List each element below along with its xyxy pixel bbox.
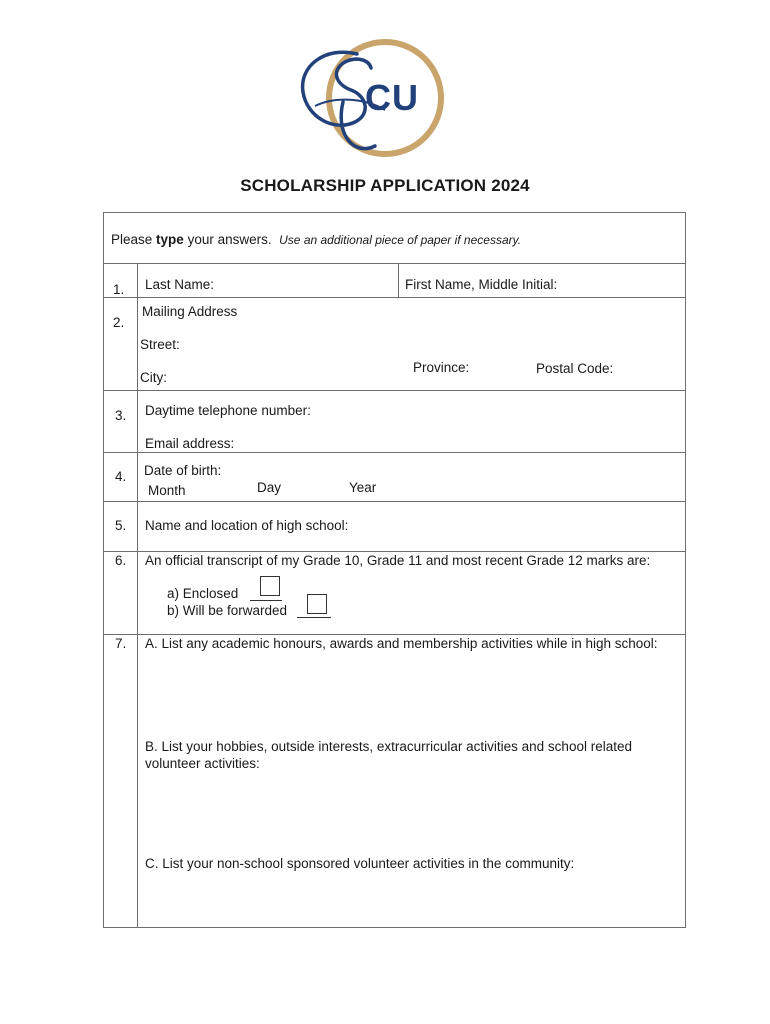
instructions-italic: Use an additional piece of paper if necessary. [279, 233, 522, 247]
enclosed-underline [250, 600, 282, 601]
hobbies-label-line1: B. List your hobbies, outside interests, extracurricular activities and school related [145, 739, 632, 754]
postal-code-label: Postal Code: [536, 361, 614, 376]
date-of-birth-label: Date of birth: [144, 463, 222, 478]
section-1-number: 1. [113, 282, 125, 297]
forwarded-checkbox[interactable] [307, 594, 327, 614]
instructions-prefix: Please [111, 232, 153, 247]
instructions [111, 232, 521, 247]
city-label: City: [140, 370, 167, 385]
name-divider [398, 263, 399, 297]
year-label: Year [349, 480, 377, 495]
enclosed-checkbox[interactable] [260, 576, 280, 596]
divider [104, 297, 685, 298]
street-label: Street: [140, 337, 180, 352]
section-3-number: 3. [115, 408, 127, 423]
first-name-label: First Name, Middle Initial: [405, 277, 558, 292]
last-name-label: Last Name: [145, 277, 215, 292]
community-volunteer-label: C. List your non-school sponsored volunteer activities in the community: [145, 856, 575, 871]
section-7-number: 7. [115, 636, 127, 651]
hobbies-label-line2: volunteer activities: [145, 756, 260, 771]
option-forwarded-label: b) Will be forwarded [167, 603, 288, 618]
divider [104, 390, 685, 391]
divider [104, 501, 685, 502]
email-label: Email address: [145, 436, 235, 451]
section-5-number: 5. [115, 518, 127, 533]
divider [104, 634, 685, 635]
logo-letters: CU [365, 77, 419, 118]
section-2-number: 2. [113, 315, 125, 330]
daytime-phone-label: Daytime telephone number: [145, 403, 311, 418]
scu-logo [295, 36, 445, 160]
application-form [103, 212, 686, 928]
page-title: SCHOLARSHIP APPLICATION 2024 [240, 176, 530, 195]
number-column-divider [137, 263, 138, 928]
day-label: Day [257, 480, 282, 495]
academic-honours-label: A. List any academic honours, awards and membership activities while in high school: [145, 636, 658, 651]
section-4-number: 4. [115, 469, 127, 484]
divider [104, 452, 685, 453]
forwarded-underline [297, 617, 331, 618]
province-label: Province: [413, 360, 470, 375]
divider [104, 551, 685, 552]
transcript-label: An official transcript of my Grade 10, Grade 11 and most recent Grade 12 marks are: [145, 553, 651, 568]
section-6-number: 6. [115, 553, 127, 568]
option-enclosed-label: a) Enclosed [167, 586, 239, 601]
month-label: Month [148, 483, 186, 498]
divider [104, 263, 685, 264]
mailing-address-label: Mailing Address [142, 304, 238, 319]
high-school-label: Name and location of high school: [145, 518, 349, 533]
instructions-bold: type [156, 232, 184, 247]
instructions-suffix: your answers. [187, 232, 272, 247]
